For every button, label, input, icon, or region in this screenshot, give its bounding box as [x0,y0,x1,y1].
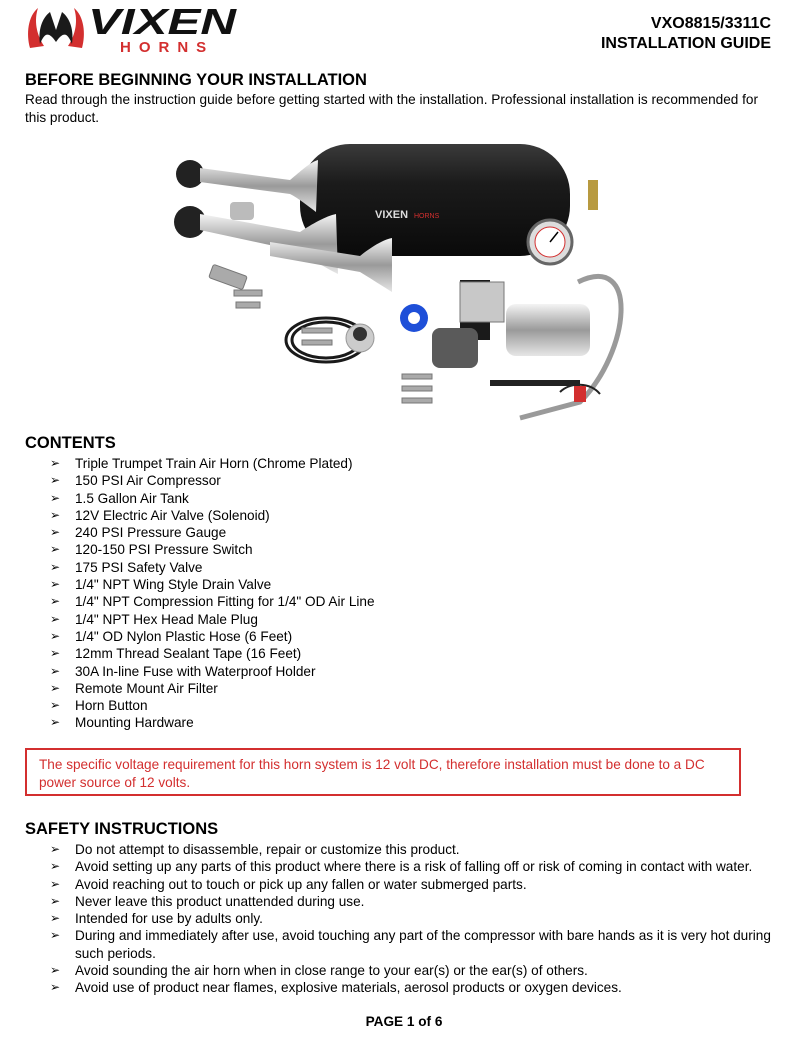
arrow-bullet-icon: ➢ [50,594,61,609]
list-item: ➢ 120-150 PSI Pressure Switch [50,542,253,558]
list-item: ➢ Triple Trumpet Train Air Horn (Chrome Plated) [50,456,353,471]
arrow-bullet-icon: ➢ [50,698,61,713]
arrow-bullet-icon: ➢ [50,980,61,995]
arrow-bullet-icon: ➢ [50,456,61,470]
arrow-bullet-icon: ➢ [50,473,61,488]
thread-tape [400,304,428,332]
list-item: ➢ 1/4" NPT Hex Head Male Plug [50,611,258,627]
list-item: ➢ Intended for use by adults only. [50,911,263,927]
arrow-bullet-icon: ➢ [50,876,61,891]
header-right [601,14,771,54]
arrow-bullet-icon: ➢ [50,928,61,943]
horn-button [346,324,374,352]
list-item: ➢ 1/4" OD Nylon Plastic Hose (6 Feet) [50,628,293,644]
arrow-bullet-icon: ➢ [50,963,61,978]
page-number: PAGE 1 of 6 [365,1014,443,1029]
mounting-hardware [209,264,432,403]
arrow-bullet-icon: ➢ [50,577,61,592]
model-number: VXO8815/3311C [650,15,771,32]
arrow-bullet-icon: ➢ [50,507,61,522]
logo-horns-text: HORNS [120,39,215,56]
list-item: ➢ 12V Electric Air Valve (Solenoid) [50,507,270,523]
list-item: ➢ During and immediately after use, avoid touching any part of the compressor with bare hands as it is very hot during such periods. [50,928,771,961]
arrow-bullet-icon: ➢ [50,525,61,540]
tank-sublabel: HORNS [414,213,440,220]
air-compressor [432,280,590,386]
vixen-horns-logo [24,0,240,56]
list-item: ➢ Never leave this product unattended during use. [50,893,365,909]
voltage-warning-box: The specific voltage requirement for this horn system is 12 volt DC, therefore installation must be done to a DC power source of 12 volts. [25,748,741,796]
safety-heading: SAFETY INSTRUCTIONS [25,820,219,838]
tank-label: VIXEN [375,209,409,221]
before-heading: BEFORE BEGINNING YOUR INSTALLATION [25,71,367,89]
list-item: ➢ Avoid reaching out to touch or pick up any fallen or water submerged parts. [50,876,527,892]
arrow-bullet-icon: ➢ [50,911,61,926]
list-item: ➢ 150 PSI Air Compressor [50,473,221,489]
contents-heading: CONTENTS [25,434,116,452]
horn-emblem-icon [28,8,84,48]
arrow-bullet-icon: ➢ [50,646,61,661]
arrow-bullet-icon: ➢ [50,859,61,874]
arrow-bullet-icon: ➢ [50,663,61,678]
arrow-bullet-icon: ➢ [50,715,61,730]
doc-title: INSTALLATION GUIDE [600,35,771,52]
arrow-bullet-icon: ➢ [50,611,61,626]
list-item: ➢ Do not attempt to disassemble, repair or customize this product. [50,842,460,857]
list-item: ➢ Horn Button [50,698,148,714]
intro-text: Read through the instruction guide before getting started with the installation. Professional installation is recommended for this product. [25,92,758,125]
arrow-bullet-icon: ➢ [50,680,61,695]
list-item: ➢ 1/4" NPT Wing Style Drain Valve [50,577,272,593]
arrow-bullet-icon: ➢ [50,842,61,856]
list-item: ➢ Avoid use of product near flames, explosive materials, aerosol products or oxygen devices. [50,980,622,996]
list-item: ➢ Avoid sounding the air horn when in close range to your ear(s) or the ear(s) of others. [50,963,588,979]
safety-list [50,841,780,997]
list-item: ➢ Mounting Hardware [50,715,194,731]
list-item: ➢ 12mm Thread Sealant Tape (16 Feet) [50,646,302,662]
arrow-bullet-icon: ➢ [50,542,61,557]
list-item: ➢ 1/4" NPT Compression Fitting for 1/4" OD Air Line [50,594,375,610]
arrow-bullet-icon: ➢ [50,628,61,643]
product-image [170,132,640,432]
list-item: ➢ 175 PSI Safety Valve [50,559,203,575]
logo-vixen-text: VIXEN [88,1,238,42]
arrow-bullet-icon: ➢ [50,559,61,574]
arrow-bullet-icon: ➢ [50,893,61,908]
list-item: ➢ Remote Mount Air Filter [50,680,218,696]
arrow-bullet-icon: ➢ [50,490,61,505]
pressure-gauge [528,220,572,264]
contents-list [50,455,375,732]
list-item: ➢ 240 PSI Pressure Gauge [50,525,227,541]
list-item: ➢ Avoid setting up any parts of this product where there is a risk of falling off or risk of coming in contact with water. [50,859,753,875]
list-item: ➢ 1.5 Gallon Air Tank [50,490,189,506]
list-item: ➢ 30A In-line Fuse with Waterproof Holder [50,663,316,679]
